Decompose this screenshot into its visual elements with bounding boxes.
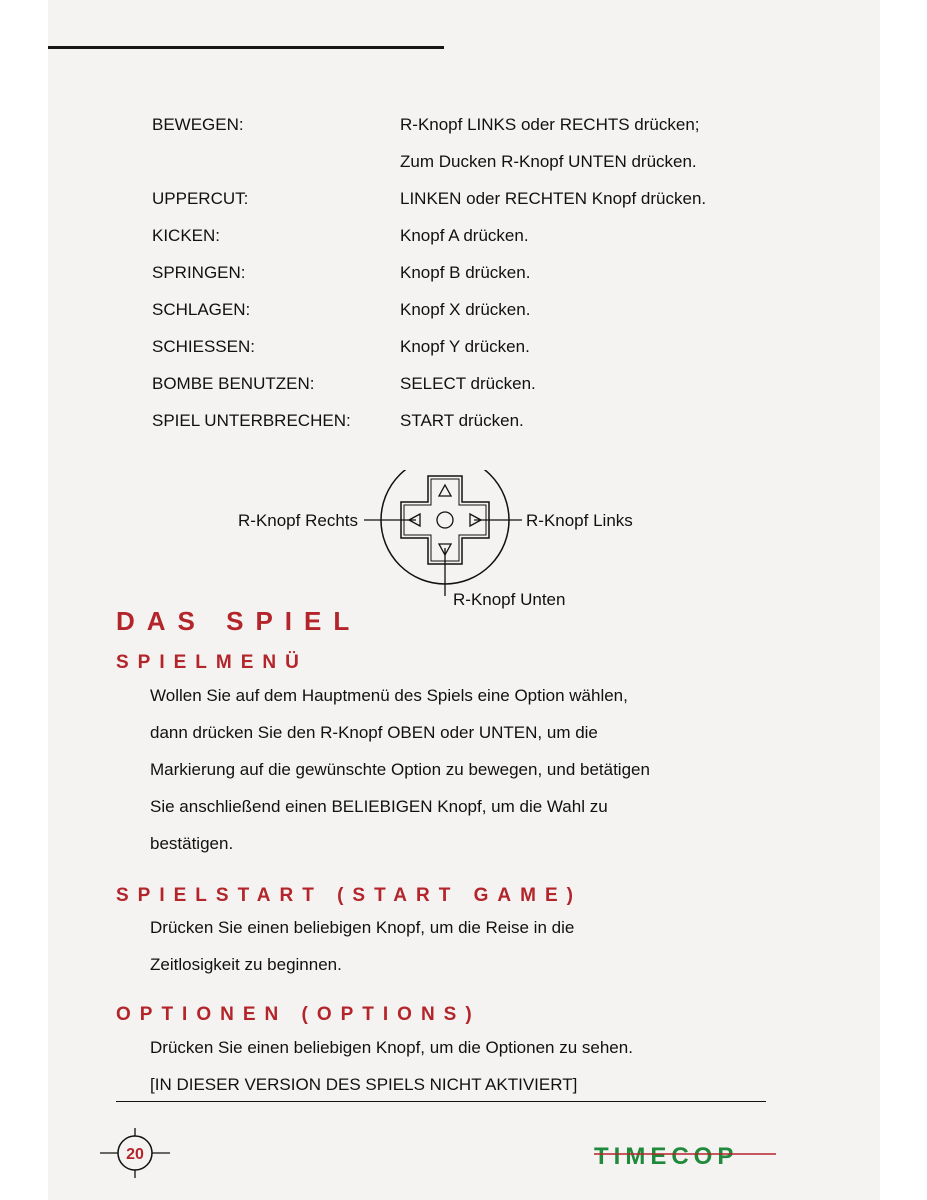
control-label: BOMBE BENUTZEN: xyxy=(152,374,315,393)
control-description: Zum Ducken R-Knopf UNTEN drücken. xyxy=(400,152,697,171)
control-label: BEWEGEN: xyxy=(152,115,244,134)
paragraph-spielstart xyxy=(150,909,790,983)
paragraph-optionen xyxy=(150,1029,790,1103)
text-line: dann drücken Sie den R-Knopf OBEN oder UNTEN, um die xyxy=(150,723,598,742)
control-label: SPIEL UNTERBRECHEN: xyxy=(152,411,351,430)
timecop-logo xyxy=(594,1140,784,1170)
label-r-knopf-unten: R-Knopf Unten xyxy=(453,590,566,609)
control-label: SCHIESSEN: xyxy=(152,337,255,356)
control-description: START drücken. xyxy=(400,411,524,430)
control-description: SELECT drücken. xyxy=(400,374,536,393)
page-number-badge xyxy=(100,1128,170,1178)
text-line: Markierung auf die gewünschte Option zu bewegen, und betätigen xyxy=(150,760,650,779)
logo-text: TIMECOP xyxy=(594,1143,739,1170)
heading-optionen: OPTIONEN (OPTIONS) xyxy=(116,1004,481,1025)
top-rule xyxy=(48,46,444,49)
paragraph-spielmenu xyxy=(150,677,790,862)
bottom-rule xyxy=(116,1101,766,1102)
text-line: Sie anschließend einen BELIEBIGEN Knopf, um die Wahl zu xyxy=(150,797,608,816)
text-line: [IN DIESER VERSION DES SPIELS NICHT AKTIVIERT] xyxy=(150,1075,578,1094)
control-description: Knopf B drücken. xyxy=(400,263,531,282)
control-label: SPRINGEN: xyxy=(152,263,246,282)
section-title: DAS SPIEL xyxy=(116,606,362,636)
control-description: Knopf X drücken. xyxy=(400,300,531,319)
heading-spielstart: SPIELSTART (START GAME) xyxy=(116,885,582,906)
text-line: bestätigen. xyxy=(150,834,234,853)
dpad-diagram xyxy=(200,470,660,615)
heading-spielmenu: SPIELMENÜ xyxy=(116,652,308,673)
label-r-knopf-rechts: R-Knopf Rechts xyxy=(238,511,358,530)
page-margin xyxy=(880,0,927,1200)
text-line: Drücken Sie einen beliebigen Knopf, um die Optionen zu sehen. xyxy=(150,1038,633,1057)
control-description: Knopf A drücken. xyxy=(400,226,529,245)
control-label: UPPERCUT: xyxy=(152,189,249,208)
control-description: LINKEN oder RECHTEN Knopf drücken. xyxy=(400,189,707,208)
page-number: 20 xyxy=(126,1146,144,1163)
text-line: Wollen Sie auf dem Hauptmenü des Spiels eine Option wählen, xyxy=(150,686,628,705)
control-description: Knopf Y drücken. xyxy=(400,337,530,356)
text-line: Drücken Sie einen beliebigen Knopf, um die Reise in die xyxy=(150,918,575,937)
label-r-knopf-links: R-Knopf Links xyxy=(526,511,633,530)
control-description: R-Knopf LINKS oder RECHTS drücken; xyxy=(400,115,700,134)
control-label: SCHLAGEN: xyxy=(152,300,251,319)
control-label: KICKEN: xyxy=(152,226,221,245)
text-line: Zeitlosigkeit zu beginnen. xyxy=(150,955,342,974)
